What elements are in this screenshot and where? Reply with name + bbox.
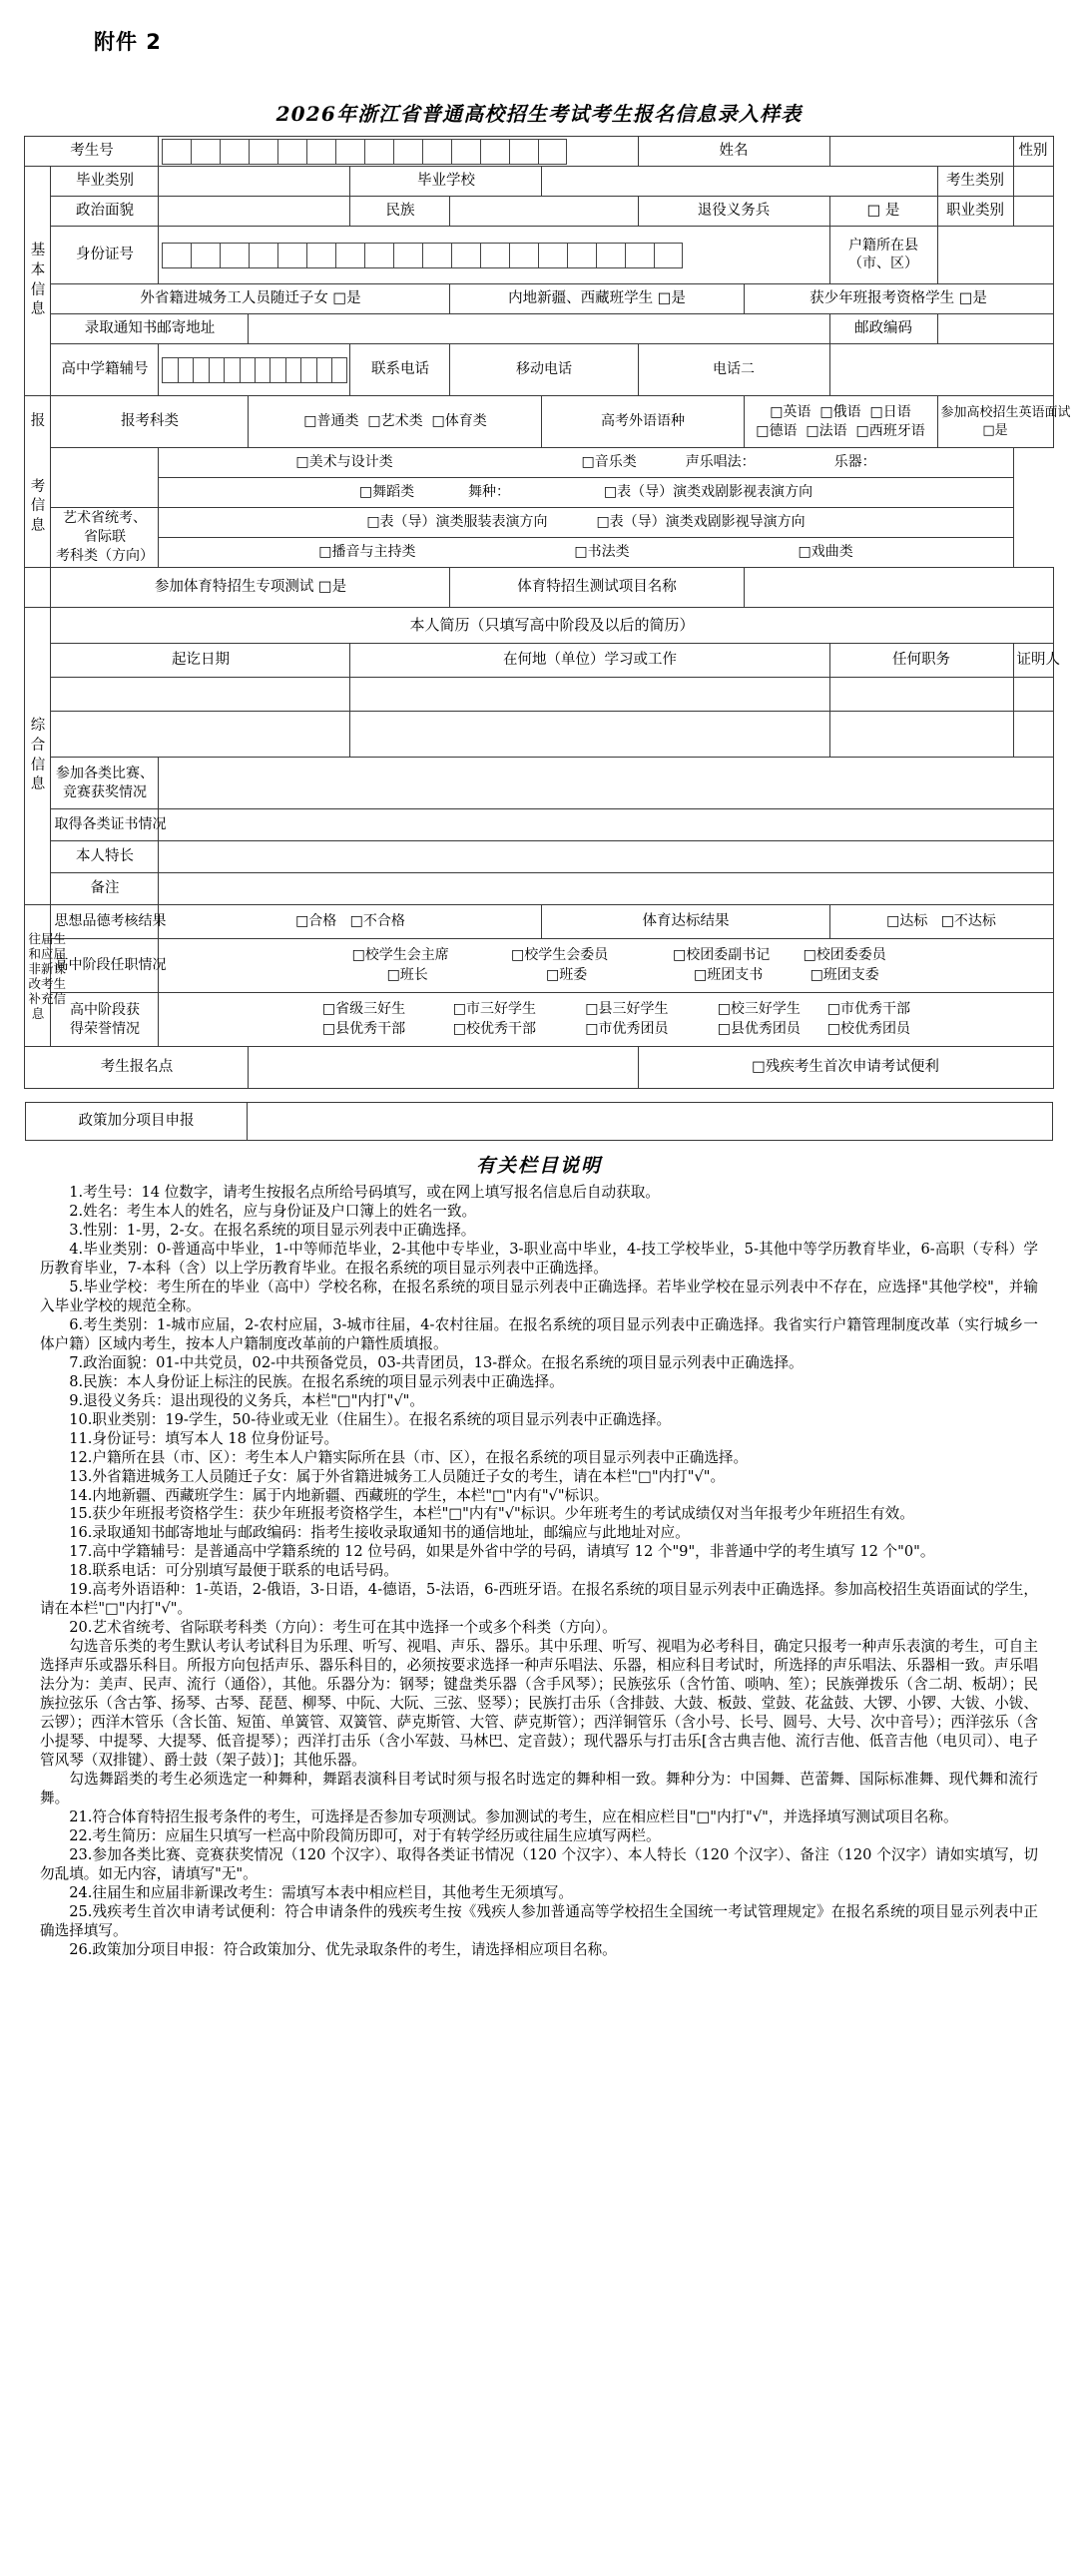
digit-cell[interactable]: [277, 139, 306, 165]
instrument-label: 乐器：: [833, 454, 876, 471]
lang-opt-french[interactable]: □法语: [806, 422, 847, 439]
digit-cell[interactable]: [538, 243, 567, 268]
subject-category-options[interactable]: [249, 396, 542, 448]
resume-header-date: 起讫日期: [51, 644, 350, 678]
art-opt-costume-performance[interactable]: □表（导）演类服装表演方向: [366, 514, 548, 531]
pe-opt-pass[interactable]: □达标: [886, 913, 928, 930]
row-resume-title: [25, 608, 1053, 644]
note-item: 9.退役义务兵：退出现役的义务兵，本栏"□"内打"√"。: [69, 1391, 424, 1409]
registration-site-label: 考生报名点: [25, 1047, 249, 1089]
pos-opt-class-league-secretary[interactable]: □班团支书: [693, 966, 764, 983]
mobile-phone-label: [450, 344, 638, 396]
row-contest-awards: [25, 758, 1053, 809]
art-category-label-l2: 考科类（方向）: [55, 547, 154, 564]
resume-date-1[interactable]: [51, 678, 350, 712]
honor-opt-county-league[interactable]: □县优秀团员: [717, 1020, 801, 1037]
digit-cell[interactable]: [451, 139, 480, 165]
note-item: 7.政治面貌：01-中共党员，02-中共预备党员，03-共青团员，13-群众。在报名系统的项目显示列表中正确选择。: [69, 1353, 804, 1371]
gender-label: 性别: [1013, 137, 1053, 167]
job-type-value[interactable]: [1013, 197, 1053, 227]
pos-opt-league-member[interactable]: □校团委委员: [803, 946, 886, 963]
contest-awards-label-l2: 竞赛获奖情况: [62, 783, 147, 800]
art-opt-drama-directing[interactable]: □表（导）演类戏剧影视导演方向: [596, 514, 806, 531]
digit-cell[interactable]: [209, 357, 224, 383]
veteran-checkbox[interactable]: □ 是: [829, 197, 937, 227]
contact-phone-label: 联系电话: [350, 344, 450, 396]
lang-opt-german[interactable]: □德语: [756, 422, 798, 439]
art-options-row1[interactable]: [159, 448, 1013, 478]
section-apply-info: 考 信 息: [25, 448, 51, 568]
digit-cell[interactable]: [335, 139, 364, 165]
resume-header-position: 任何职务: [829, 644, 1013, 678]
remark-value[interactable]: [159, 873, 1053, 905]
moral-assessment-label: 思想品德考核结果: [51, 905, 159, 939]
row-certificates: [25, 809, 1053, 841]
section-basic-info: 基 本 信 息: [25, 167, 51, 396]
resume-title: 本人简历（只填写高中阶段及以后的简历）: [51, 608, 1053, 644]
honor-opt-province-merit[interactable]: □省级三好生: [321, 1000, 406, 1017]
sports-item-value[interactable]: [744, 568, 1053, 608]
row-graduation: [25, 167, 1053, 197]
row-resume-entry-2: [25, 712, 1053, 758]
note-item: 20.艺术省统考、省际联考科类（方向）：考生可在其中选择一个或多个科类（方向）。: [69, 1619, 617, 1637]
row-art-line1: [25, 448, 1053, 478]
id-card-label: 身份证号: [51, 227, 159, 284]
digit-cell[interactable]: [393, 243, 422, 268]
pe-opt-fail[interactable]: □不达标: [940, 913, 996, 930]
veteran-label: 退役义务兵: [638, 197, 829, 227]
art-opt-drama-performance[interactable]: □表（导）演类戏剧影视表演方向: [603, 484, 813, 501]
row-id-card: [25, 227, 1053, 284]
note-item: 26.政策加分项目申报：符合政策加分、优先录取条件的考生，请选择相应项目名称。: [69, 1940, 617, 1958]
row-art-line2: [25, 478, 1053, 508]
pe-standard-label: 体育达标结果: [542, 905, 829, 939]
xinjiang-tibet-class-option[interactable]: 内地新疆、西藏班学生 □是: [450, 284, 744, 314]
sports-test-option[interactable]: 参加体育特招生专项测试 □是: [51, 568, 450, 608]
phone2-text: 电话二: [713, 361, 756, 378]
row-honors: [25, 993, 1053, 1047]
row-exam-number: [25, 137, 1053, 167]
digit-cell[interactable]: [162, 243, 191, 268]
highschool-number-digit-boxes[interactable]: [159, 344, 350, 396]
graduation-type-label: 毕业类别: [51, 167, 159, 197]
note-item: 勾选舞蹈类的考生必须选定一种舞种，舞蹈表演科目考试时须与报名时选定的舞种相一致。舞种分为：中国舞、芭蕾舞、国际标准舞、现代舞和流行舞。: [40, 1771, 1038, 1806]
digit-cell[interactable]: [509, 243, 538, 268]
digit-cell[interactable]: [567, 243, 596, 268]
contest-awards-label-l1: 参加各类比赛、: [55, 765, 154, 781]
row-positions: [25, 939, 1053, 993]
political-status-value[interactable]: [159, 197, 350, 227]
mobile-phone-text: 移动电话: [516, 361, 572, 378]
digit-cell[interactable]: [625, 243, 654, 268]
section-apply-info-top: 报: [25, 396, 51, 448]
digit-cell[interactable]: [277, 243, 306, 268]
positions-label: 高中阶段任职情况: [51, 939, 159, 993]
subject-category-label: 报考科类: [51, 396, 249, 448]
graduation-type-value[interactable]: [159, 167, 350, 197]
notes-title: 有关栏目说明: [475, 1155, 602, 1177]
resume-header-witness: 证明人: [1013, 644, 1053, 678]
digit-cell[interactable]: [193, 357, 208, 383]
note-item: 23.参加各类比赛、竞赛获奖情况（120 个汉字）、取得各类证书情况（120 个汉字）、本人特长（120 个汉字）、备注（120 个汉字）请如实填写，切勿乱填。如无内容，请填写"无"。: [40, 1845, 1038, 1882]
digit-cell[interactable]: [249, 139, 277, 165]
art-opt-music[interactable]: □音乐类: [581, 454, 637, 471]
note-item: 22.考生简历：应届生只填写一栏高中阶段简历即可，对于有转学经历或往届生应填写两栏。: [69, 1826, 661, 1844]
vocal-method-label: 声乐唱法：: [685, 454, 756, 471]
lang-opt-russian[interactable]: □俄语: [819, 403, 861, 420]
mail-address-label: 录取通知书邮寄地址: [51, 314, 249, 344]
candidate-type-label: 考生类别: [937, 167, 1013, 197]
honor-opt-city-cadre[interactable]: □市优秀干部: [826, 1000, 911, 1017]
digit-cell[interactable]: [220, 139, 249, 165]
graduation-school-label: 毕业学校: [350, 167, 542, 197]
page-title: 2026年浙江省普通高校招生考试考生报名信息录入样表: [275, 102, 803, 126]
note-item: 24.往届生和应届非新课改考生：需填写本表中相应栏目，其他考生无须填写。: [69, 1883, 573, 1901]
remark-label: 备注: [51, 873, 159, 905]
digit-cell[interactable]: [162, 357, 177, 383]
honors-options[interactable]: [159, 993, 1053, 1047]
honors-label-l1: 高中阶段获: [69, 1001, 140, 1018]
certificates-value[interactable]: [159, 809, 1053, 841]
digit-cell[interactable]: [596, 243, 625, 268]
english-interview-option[interactable]: 参加高校招生英语面试□是: [937, 396, 1053, 448]
pos-opt-student-union-member[interactable]: □校学生会委员: [511, 946, 609, 963]
digit-cell[interactable]: [306, 243, 335, 268]
mail-address-value[interactable]: [249, 314, 829, 344]
political-status-label: 政治面貌: [51, 197, 159, 227]
digit-cell[interactable]: [191, 139, 220, 165]
digit-cell[interactable]: [364, 243, 393, 268]
hukou-label-line1: 户籍所在县: [848, 238, 919, 254]
section-supplement-info: 往届生 和应届 非新课 改考生 补充信 息: [25, 905, 51, 1047]
registration-form-table: [24, 136, 1071, 1089]
lang-opt-japanese[interactable]: □日语: [869, 403, 911, 420]
hukou-label: [829, 227, 937, 284]
art-options-row4[interactable]: [159, 538, 1013, 568]
art-options-row3[interactable]: [159, 508, 1013, 538]
graduation-school-value[interactable]: [542, 167, 937, 197]
digit-cell[interactable]: [509, 139, 538, 165]
moral-opt-pass[interactable]: □合格: [295, 913, 337, 930]
note-item: 5.毕业学校：考生所在的毕业（高中）学校名称，在报名系统的项目显示列表中正确选择。若毕业学校在显示列表中不存在，应选择"其他学校"，并输入毕业学校的规范全称。: [40, 1278, 1038, 1314]
migrant-children-option[interactable]: 外省籍进城务工人员随迁子女 □是: [51, 284, 450, 314]
digit-cell[interactable]: [422, 243, 451, 268]
digit-cell[interactable]: [240, 357, 255, 383]
note-item: 14.内地新疆、西藏班学生：属于内地新疆、西藏班的学生，本栏"□"内有"√"标识。: [69, 1486, 609, 1504]
honor-opt-school-cadre[interactable]: □校优秀干部: [452, 1020, 537, 1037]
digit-cell[interactable]: [451, 243, 480, 268]
digit-cell[interactable]: [393, 139, 422, 165]
art-opt-dance[interactable]: □舞蹈类: [358, 484, 415, 501]
digit-cell[interactable]: [300, 357, 315, 383]
digit-cell[interactable]: [255, 357, 270, 383]
art-opt-fine-arts[interactable]: □美术与设计类: [295, 454, 393, 471]
section-apply-info-spacer: [25, 568, 51, 608]
nation-value[interactable]: [450, 197, 638, 227]
lang-opt-english[interactable]: □英语: [770, 403, 811, 420]
pos-opt-class-committee[interactable]: □班委: [546, 966, 588, 983]
phone-values[interactable]: [829, 344, 1053, 396]
name-value[interactable]: [829, 137, 1013, 167]
pe-standard-options[interactable]: [829, 905, 1053, 939]
row-registration-site: [25, 1047, 1053, 1089]
lang-opt-spanish[interactable]: □西班牙语: [855, 422, 925, 439]
digit-cell[interactable]: [178, 357, 193, 383]
notes-body: [40, 1184, 1038, 1960]
row-resume-headers: [25, 644, 1053, 678]
postcode-label: 邮政编码: [829, 314, 937, 344]
resume-position-1[interactable]: [829, 678, 1013, 712]
row-political: [25, 197, 1053, 227]
dance-type-label: 舞种：: [468, 484, 510, 501]
row-sports-test: [25, 568, 1053, 608]
resume-header-place: 在何地（单位）学习或工作: [350, 644, 829, 678]
digit-cell[interactable]: [285, 357, 300, 383]
art-category-label-top: [51, 448, 159, 508]
policy-bonus-table: [25, 1102, 1053, 1141]
art-opt-opera[interactable]: □戏曲类: [798, 544, 853, 561]
art-options-row2[interactable]: [159, 478, 1013, 508]
digit-cell[interactable]: [270, 357, 284, 383]
policy-bonus-label: 政策加分项目申报: [26, 1103, 248, 1141]
digit-cell[interactable]: [331, 357, 347, 383]
note-item: 15.获少年班报考资格学生：获少年班报考资格学生，本栏"□"内有"√"标识。少年班考生的考试成绩仅对当年报考少年班招生有效。: [69, 1505, 914, 1523]
table-gap: [22, 1089, 1056, 1102]
note-item: 8.民族：本人身份证上标注的民族。在报名系统的项目显示列表中正确选择。: [69, 1372, 564, 1390]
subject-opt-art[interactable]: □艺术类: [367, 413, 423, 430]
note-item: 19.高考外语语种：1-英语，2-俄语，3-日语，4-德语，5-法语，6-西班牙语。在报名系统的项目显示列表中正确选择。参加高校招生英语面试的学生，请在本栏"□"内打"√"。: [40, 1581, 1038, 1618]
honors-label: [51, 993, 159, 1047]
digit-cell[interactable]: [538, 139, 567, 165]
pos-opt-class-monitor[interactable]: □班长: [386, 966, 428, 983]
digit-cell[interactable]: [364, 139, 393, 165]
note-item: 11.身份证号：填写本人 18 位身份证号。: [69, 1429, 339, 1447]
foreign-language-label: 高考外语语种: [542, 396, 744, 448]
digit-cell[interactable]: [654, 243, 683, 268]
note-item: 2.姓名：考生本人的姓名，应与身份证及户口簿上的姓名一致。: [69, 1202, 477, 1220]
row-special-status: [25, 284, 1053, 314]
exam-number-label: 考生号: [25, 137, 159, 167]
row-policy-bonus: [26, 1103, 1053, 1141]
note-item: 13.外省籍进城务工人员随迁子女：属于外省籍进城务工人员随迁子女的考生，请在本栏"□"内打"√"。: [69, 1467, 726, 1485]
pos-opt-class-league-member[interactable]: □班团支委: [809, 966, 879, 983]
row-art-line3: [25, 508, 1053, 538]
art-category-label: [51, 508, 159, 568]
honor-opt-county-merit[interactable]: □县三好学生: [585, 1000, 669, 1017]
resume-witness-2[interactable]: [1013, 712, 1053, 758]
digit-cell[interactable]: [316, 357, 331, 383]
row-art-line4: [25, 538, 1053, 568]
note-item: 25.残疾考生首次申请考试便利：符合申请条件的残疾考生按《残疾人参加普通高等学校招生全国统一考试管理规定》在报名系统的项目显示列表中正确选择填写。: [40, 1902, 1038, 1939]
digit-cell[interactable]: [335, 243, 364, 268]
row-resume-entry-1: [25, 678, 1053, 712]
registration-site-value[interactable]: [249, 1047, 638, 1089]
moral-assessment-options[interactable]: [159, 905, 542, 939]
art-opt-calligraphy[interactable]: □书法类: [574, 544, 630, 561]
digit-cell[interactable]: [480, 139, 509, 165]
nation-label: 民族: [350, 197, 450, 227]
candidate-type-value[interactable]: [1013, 167, 1053, 197]
resume-place-1[interactable]: [350, 678, 829, 712]
honor-opt-city-merit[interactable]: □市三好学生: [452, 1000, 537, 1017]
id-card-digit-boxes[interactable]: [159, 227, 829, 284]
digit-cell[interactable]: [480, 243, 509, 268]
name-label: 姓名: [638, 137, 829, 167]
honors-label-l2: 得荣誉情况: [69, 1020, 140, 1037]
honor-opt-city-league[interactable]: □市优秀团员: [585, 1020, 669, 1037]
positions-options[interactable]: [159, 939, 1053, 993]
resume-witness-1[interactable]: [1013, 678, 1053, 712]
note-item: 1.考生号：14 位数字，请考生按报名点所给号码填写，或在网上填写报名信息后自动获取。: [69, 1184, 660, 1201]
digit-cell[interactable]: [162, 139, 191, 165]
row-apply-subject: [25, 396, 1053, 448]
exam-number-digit-boxes[interactable]: [159, 137, 638, 167]
pos-opt-student-union-chair[interactable]: □校学生会主席: [351, 946, 449, 963]
hukou-value[interactable]: [937, 227, 1053, 284]
section-comprehensive-info: 综 合 信 息: [25, 608, 51, 905]
note-item: 6.考生类别：1-城市应届，2-农村应届，3-城市往届，4-农村往届。在报名系统的项目显示列表中正确选择。我省实行户籍管理制度改革（实行城乡一体户籍）区域内考生，按本人户籍制度改革前的户籍性质填报。: [40, 1315, 1038, 1352]
row-moral-assessment: [25, 905, 1053, 939]
certificates-label: 取得各类证书情况: [51, 809, 159, 841]
row-specialty: [25, 841, 1053, 873]
row-mail-address: [25, 314, 1053, 344]
sports-item-label: 体育特招生测试项目名称: [450, 568, 744, 608]
moral-opt-fail[interactable]: □不合格: [349, 913, 405, 930]
art-opt-broadcasting[interactable]: □播音与主持类: [318, 544, 416, 561]
hukou-label-line2: （市、区）: [848, 255, 919, 271]
foreign-language-options[interactable]: [744, 396, 937, 448]
subject-opt-sports[interactable]: □体育类: [431, 413, 487, 430]
digit-cell[interactable]: [249, 243, 277, 268]
row-highschool-number: [25, 344, 1053, 396]
note-item: 3.性别：1-男，2-女。在报名系统的项目显示列表中正确选择。: [69, 1221, 476, 1239]
honor-opt-school-merit[interactable]: □校三好学生: [717, 1000, 801, 1017]
note-item: 10.职业类别：19-学生，50-待业或无业（住届生）。在报名系统的项目显示列表中正确选择。: [69, 1410, 672, 1428]
policy-bonus-value[interactable]: [248, 1103, 1053, 1141]
row-remark: [25, 873, 1053, 905]
art-category-label-l1: 艺术省统考、省际联: [62, 510, 147, 546]
digit-cell[interactable]: [220, 243, 249, 268]
honor-opt-school-league[interactable]: □校优秀团员: [826, 1020, 911, 1037]
resume-place-2[interactable]: [350, 712, 829, 758]
specialty-label: 本人特长: [51, 841, 159, 873]
digit-cell[interactable]: [224, 357, 239, 383]
digit-cell[interactable]: [191, 243, 220, 268]
postcode-value[interactable]: [937, 314, 1053, 344]
specialty-value[interactable]: [159, 841, 1053, 873]
subject-opt-general[interactable]: □普通类: [303, 413, 359, 430]
note-item: 18.联系电话：可分别填写最便于联系的电话号码。: [69, 1562, 398, 1580]
digit-cell[interactable]: [306, 139, 335, 165]
contest-awards-label: [51, 758, 159, 809]
contest-awards-value[interactable]: [159, 758, 1053, 809]
honor-opt-county-cadre[interactable]: □县优秀干部: [321, 1020, 406, 1037]
pos-opt-league-deputy-secretary[interactable]: □校团委副书记: [672, 946, 771, 963]
resume-date-2[interactable]: [51, 712, 350, 758]
note-item: 12.户籍所在县（市、区）：考生本人户籍实际所在县（市、区），在报名系统的项目显示列表中正确选择。: [69, 1448, 749, 1466]
note-item: 21.符合体育特招生报考条件的考生，可选择是否参加专项测试。参加测试的考生，应在相应栏目"□"内打"√"，并选择填写测试项目名称。: [69, 1807, 958, 1825]
job-type-label: 职业类别: [937, 197, 1013, 227]
note-item: 17.高中学籍辅号：是普通高中学籍系统的 12 位号码，如果是外省中学的号码，请填写 12 个"9"，非普通中学的考生填写 12 个"0"。: [69, 1543, 935, 1561]
note-item: 4.毕业类别：0-普通高中毕业，1-中等师范毕业，2-其他中专毕业，3-职业高中毕业，4-技工学校毕业，5-其他中等学历教育毕业，6-高职（专科）学历教育毕业，7-本科（含）以上学历教育毕业。在报名系统的项目显示列表中正确选择。: [40, 1240, 1038, 1277]
digit-cell[interactable]: [422, 139, 451, 165]
attachment-label: 附件 2: [94, 30, 162, 54]
resume-position-2[interactable]: [829, 712, 1013, 758]
note-item: 16.录取通知书邮寄地址与邮政编码：指考生接收录取通知书的通信地址，邮编应与此地址对应。: [69, 1524, 690, 1542]
note-item: 勾选音乐类的考生默认考认考试科目为乐理、听写、视唱、声乐、器乐。其中乐理、听写、视唱为必考科目，确定只报考一种声乐表演的考生，可自主选择声乐或器乐科目。所报方向包括声乐、器乐科目的，必须按要求选择一种声乐唱法、乐器，相应科目考试时，所选择的声乐唱法、乐器相一致。声乐唱法分为：美声、民声、流行（通俗），其他。乐器分为：钢琴；键盘类乐器（含手风琴）；民族弦乐（含竹笛、唢呐、笙）；民族弹拨乐（含二胡、板胡）；民族拉弦乐（含古筝、扬琴、古琴、琵琶、柳琴、中阮、大阮、三弦、竖琴）；民族打击乐（含排鼓、大鼓、板鼓、堂鼓、花盆鼓、大锣、小锣、大钹、小钹、云锣）；西洋木管乐（含长笛、短笛、单簧管、双簧管、萨克斯管、大管、萨克斯管）；西洋铜管乐（含小号、长号、圆号、大号、次中音号）；西洋弦乐（含小提琴、中提琴、大提琴、低音提琴）；西洋打击乐（含小军鼓、马林巴、定音鼓）；现代器乐与打击乐[含古典吉他、流行吉他、低音吉他（电贝司）、电子管风琴（双排键）、爵士鼓（架子鼓）]；其他乐器。: [40, 1638, 1038, 1770]
phone2-label: [638, 344, 829, 396]
youth-class-option[interactable]: 获少年班报考资格学生 □是: [744, 284, 1053, 314]
disabled-accommodation-option[interactable]: □残疾考生首次申请考试便利: [638, 1047, 1053, 1089]
highschool-number-label: 高中学籍辅号: [51, 344, 159, 396]
